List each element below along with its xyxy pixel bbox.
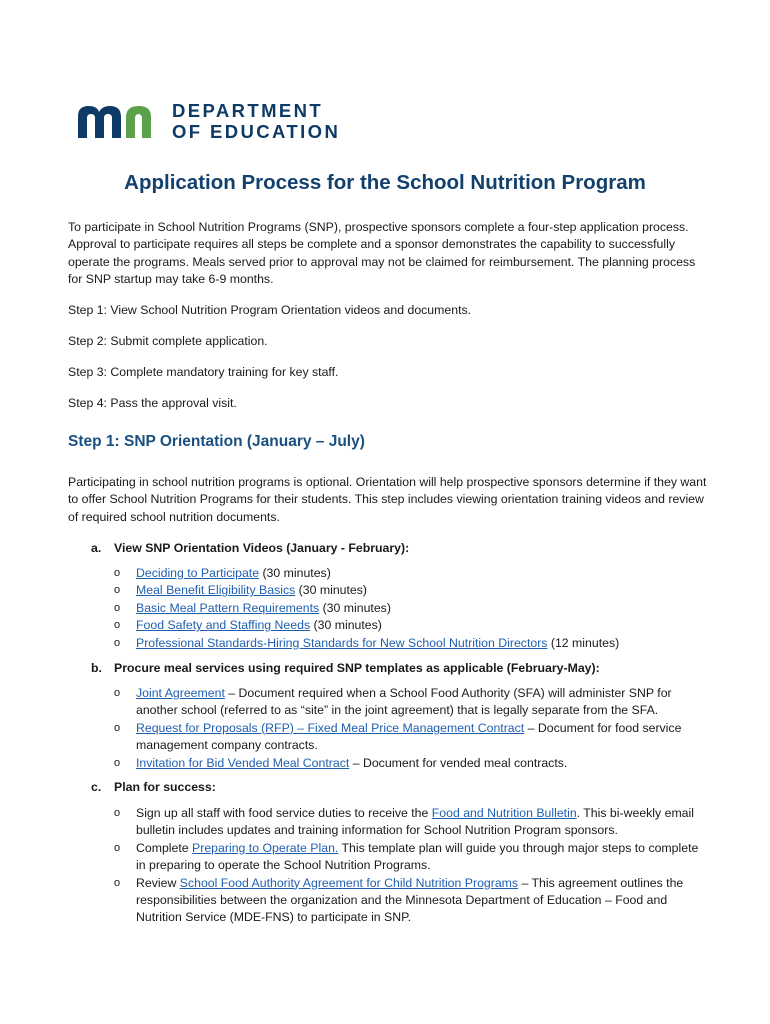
link-food-safety-staffing[interactable]: Food Safety and Staffing Needs	[136, 618, 311, 633]
list-item-a-label: View SNP Orientation Videos (January - February):	[114, 541, 410, 555]
item-duration: (30 minutes)	[319, 600, 391, 615]
item-lead-text: Review	[136, 875, 180, 890]
list-item-c-label: Plan for success:	[114, 780, 216, 794]
item-duration: (30 minutes)	[310, 618, 382, 633]
bullet-icon: o	[114, 636, 121, 649]
list-letter-c: c.	[91, 780, 102, 794]
bullet-icon: o	[114, 841, 121, 854]
link-preparing-to-operate-plan[interactable]: Preparing to Operate Plan.	[192, 840, 339, 855]
list-item	[114, 805, 704, 840]
list-item	[114, 685, 704, 720]
item-lead-text: Complete	[136, 840, 193, 855]
link-meal-benefit-eligibility[interactable]: Meal Benefit Eligibility Basics	[136, 583, 296, 598]
item-description: – This agreement outlines the responsibilities between the organization and the Minnesota Department of Education – Food and Nutrition Service (MDE-FNS) to participate in SNP.	[136, 875, 684, 925]
item-description: This template plan will guide you through major steps to complete in preparing to operate the School Nutrition Programs.	[136, 840, 699, 873]
mde-logo	[76, 100, 340, 142]
bullet-icon: o	[114, 721, 121, 734]
link-professional-standards[interactable]: Professional Standards-Hiring Standards for New School Nutrition Directors	[136, 635, 548, 650]
step-4-line: Step 4: Pass the approval visit.	[68, 396, 237, 410]
list-item	[114, 600, 704, 617]
link-rfp-contract[interactable]: Request for Proposals (RFP) – Fixed Meal Price Management Contract	[136, 720, 525, 735]
item-duration: (12 minutes)	[547, 635, 620, 650]
procurement-list	[114, 685, 704, 772]
bullet-icon: o	[114, 584, 121, 597]
logo-line-department: DEPARTMENT	[172, 100, 324, 121]
list-letter-b: b.	[91, 661, 102, 675]
item-description: – Document required when a School Food Authority (SFA) will administer SNP for another school (referred to as “site” in the joint agreement) that is legally separate from the SFA.	[136, 686, 672, 718]
bullet-icon: o	[114, 567, 121, 579]
list-item	[114, 635, 704, 652]
bullet-icon: o	[114, 756, 121, 769]
list-item	[114, 565, 704, 582]
link-joint-agreement[interactable]: Joint Agreement	[136, 686, 225, 700]
bullet-icon: o	[114, 687, 121, 699]
item-duration: (30 minutes)	[295, 583, 368, 598]
list-letter-a: a.	[91, 541, 102, 555]
intro-paragraph: To participate in School Nutrition Programs (SNP), prospective sponsors complete a four-step application process. Approval to participate requires all steps be complete and a sponsor demonstrates the capability to successfully operate the programs. Meals served prior to approval may not be claimed for reimbursement. The planning process for SNP startup may take 6-9 months.	[68, 220, 696, 287]
link-invitation-for-bid[interactable]: Invitation for Bid Vended Meal Contract	[136, 755, 350, 770]
section-heading-step1: Step 1: SNP Orientation (January – July)	[68, 433, 365, 450]
list-item-a-heading	[91, 540, 409, 557]
link-basic-meal-pattern[interactable]: Basic Meal Pattern Requirements	[136, 600, 320, 615]
plan-list	[114, 805, 704, 927]
list-item	[114, 840, 704, 875]
video-list	[114, 565, 704, 652]
list-item	[114, 617, 704, 634]
logo-wordmark	[172, 100, 340, 142]
link-deciding-to-participate[interactable]: Deciding to Participate	[136, 566, 260, 580]
link-sfa-agreement[interactable]: School Food Authority Agreement for Child Nutrition Programs	[179, 875, 519, 890]
item-description: . This bi-weekly email bulletin includes updates and training information for School Nutrition Program sponsors.	[136, 806, 694, 838]
step-3-line: Step 3: Complete mandatory training for key staff.	[68, 365, 339, 379]
list-item-b-heading	[91, 660, 600, 677]
item-lead-text: Sign up all staff with food service duties to receive the	[136, 806, 432, 820]
item-duration: (30 minutes)	[259, 566, 331, 580]
list-item-b-label: Procure meal services using required SNP templates as applicable (February-May):	[114, 661, 600, 675]
list-item	[114, 875, 704, 927]
list-item-c-heading	[91, 779, 216, 796]
bullet-icon: o	[114, 601, 121, 614]
list-item	[114, 582, 704, 599]
item-description: – Document for food service management company contracts.	[136, 720, 682, 753]
item-description: – Document for vended meal contracts.	[349, 755, 568, 770]
step-1-line: Step 1: View School Nutrition Program Orientation videos and documents.	[68, 303, 472, 317]
bullet-icon: o	[114, 619, 121, 632]
list-item	[114, 755, 704, 772]
logo-line-education: OF EDUCATION	[172, 121, 341, 142]
step-2-line: Step 2: Submit complete application.	[68, 334, 268, 348]
section1-paragraph: Participating in school nutrition programs is optional. Orientation will help prospective sponsors determine if they want to offer School Nutrition Programs for their students. This step includes viewing orientation training videos and review of required school nutrition documents.	[68, 475, 707, 524]
bullet-icon: o	[114, 807, 121, 819]
list-item	[114, 720, 704, 755]
mn-logo-mark-icon	[76, 102, 162, 140]
page-title: Application Process for the School Nutrition Program	[124, 171, 646, 194]
bullet-icon: o	[114, 876, 121, 889]
link-food-nutrition-bulletin[interactable]: Food and Nutrition Bulletin	[431, 806, 577, 820]
